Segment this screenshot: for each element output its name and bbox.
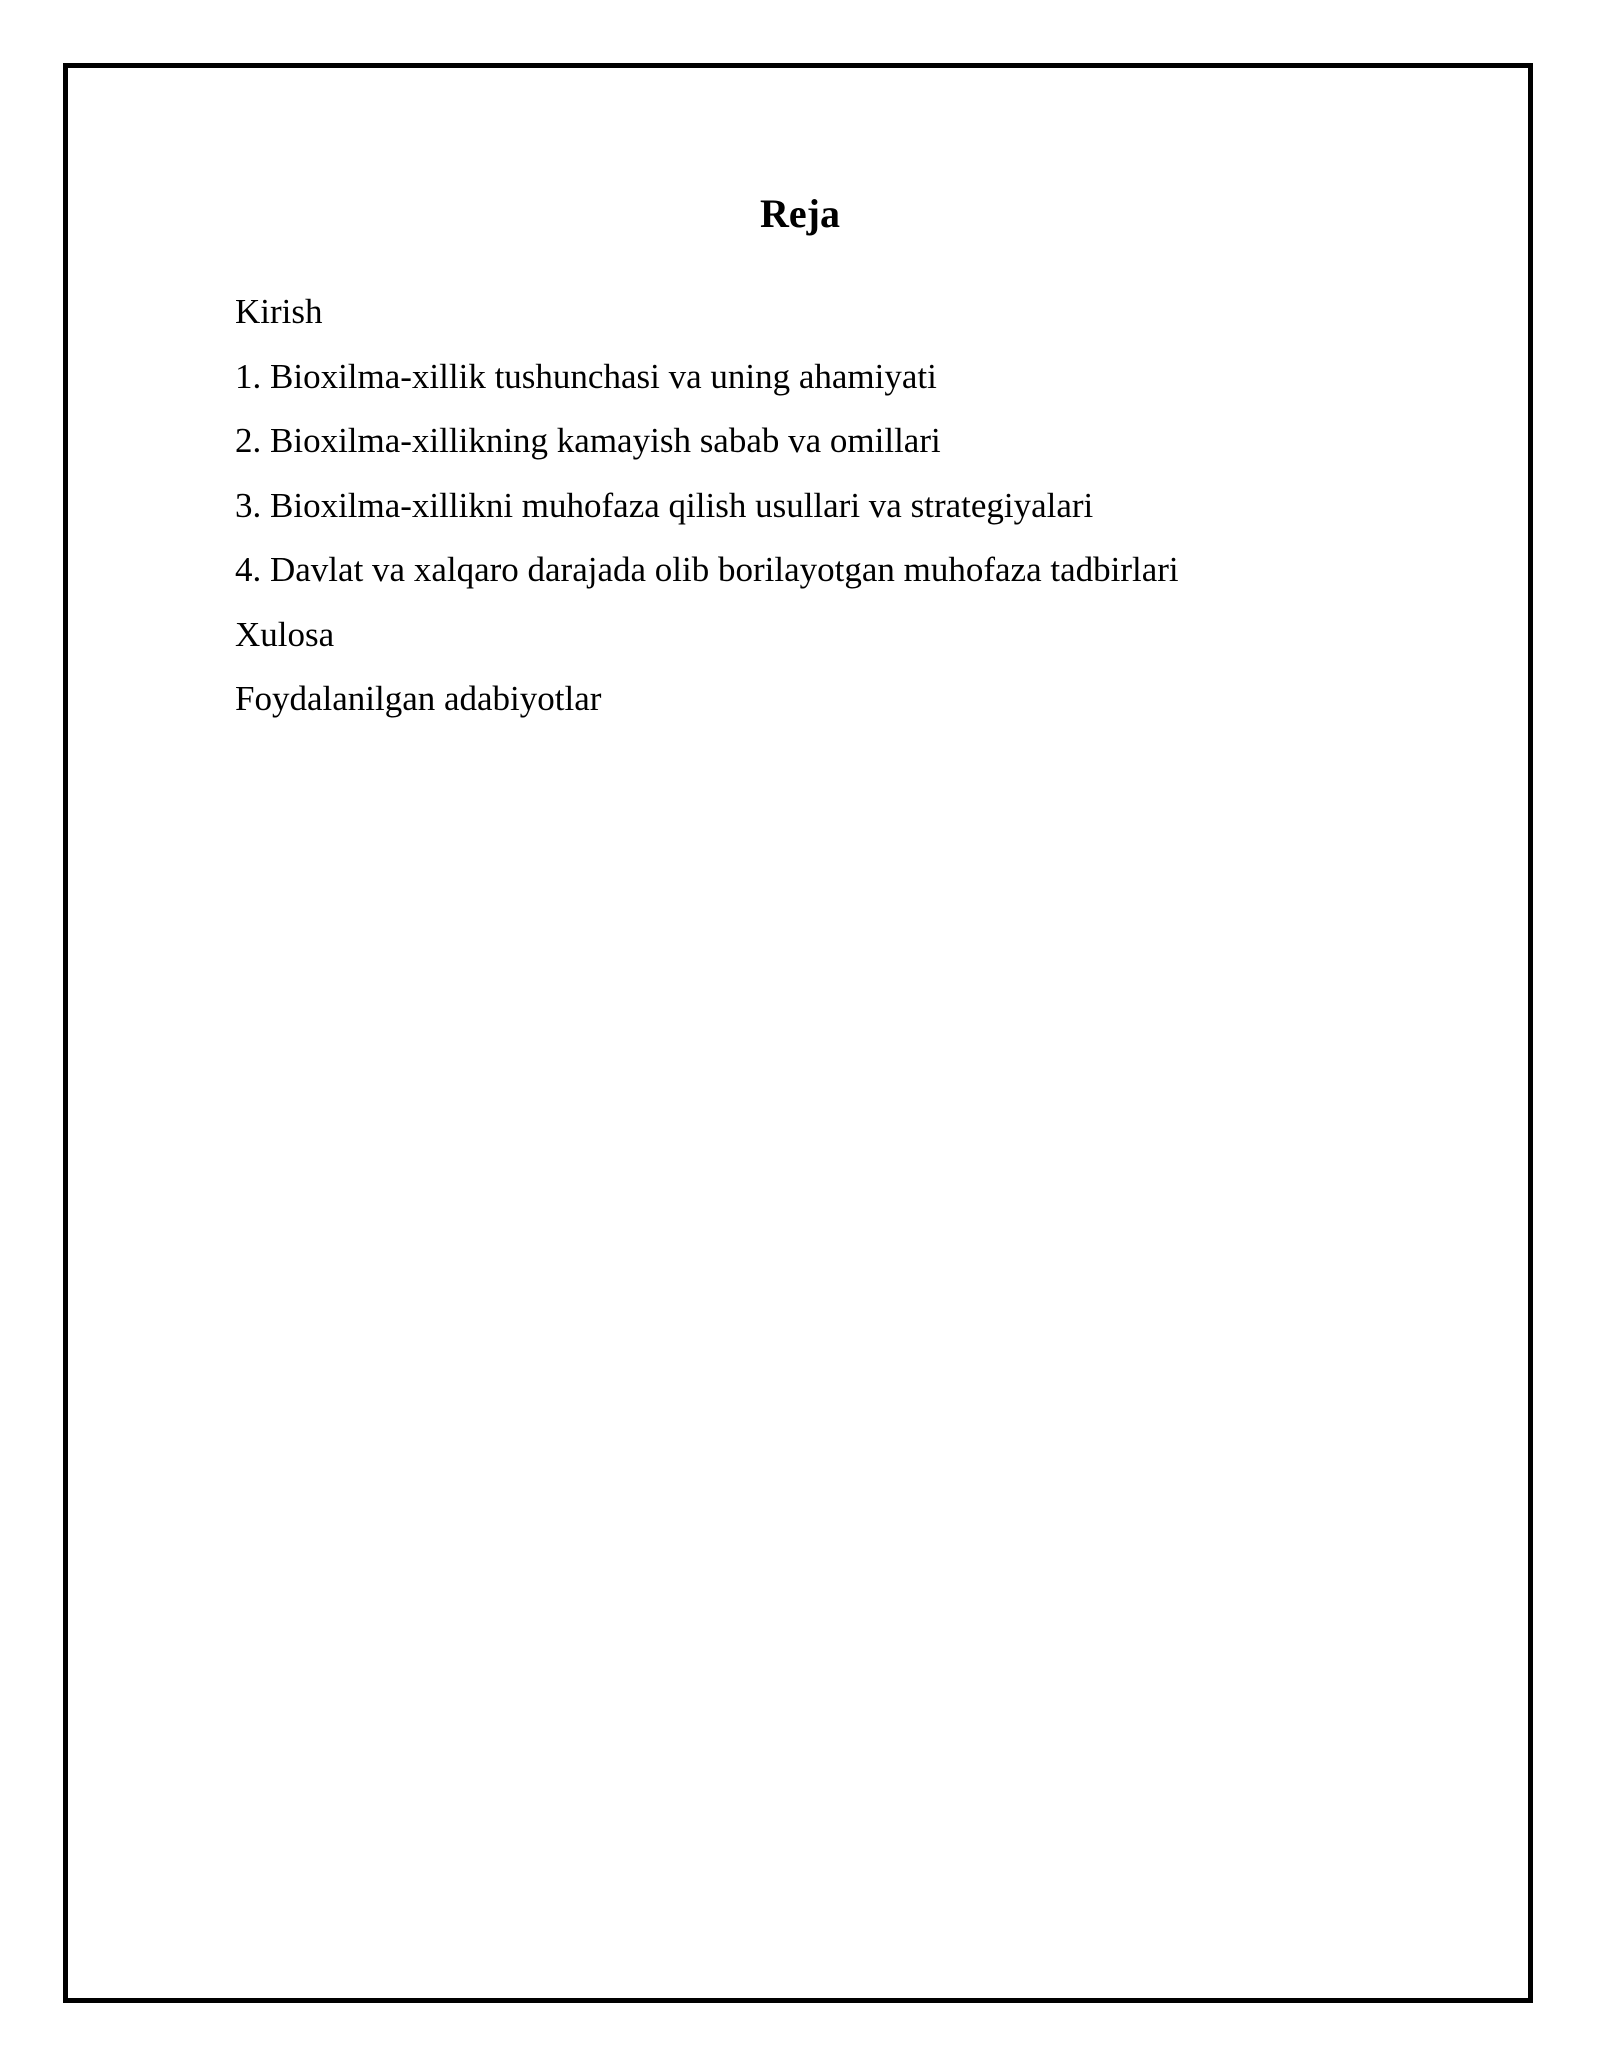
plan-list <box>235 290 1179 742</box>
page-title: Reja <box>760 191 840 236</box>
plan-item-1: 1. Bioxilma-xillik tushunchasi va uning ahamiyati <box>235 356 937 396</box>
plan-item-introduction: Kirish <box>235 292 323 331</box>
plan-item-2: 2. Bioxilma-xillikning kamayish sabab va omillari <box>235 421 941 460</box>
plan-item-4: 4. Davlat va xalqaro darajada olib borilayotgan muhofaza tadbirlari <box>235 550 1179 589</box>
plan-item-3: 3. Bioxilma-xillikni muhofaza qilish usullari va strategiyalari <box>235 485 1094 525</box>
plan-item-conclusion: Xulosa <box>235 614 335 654</box>
plan-item-references: Foydalanilgan adabiyotlar <box>235 679 602 718</box>
